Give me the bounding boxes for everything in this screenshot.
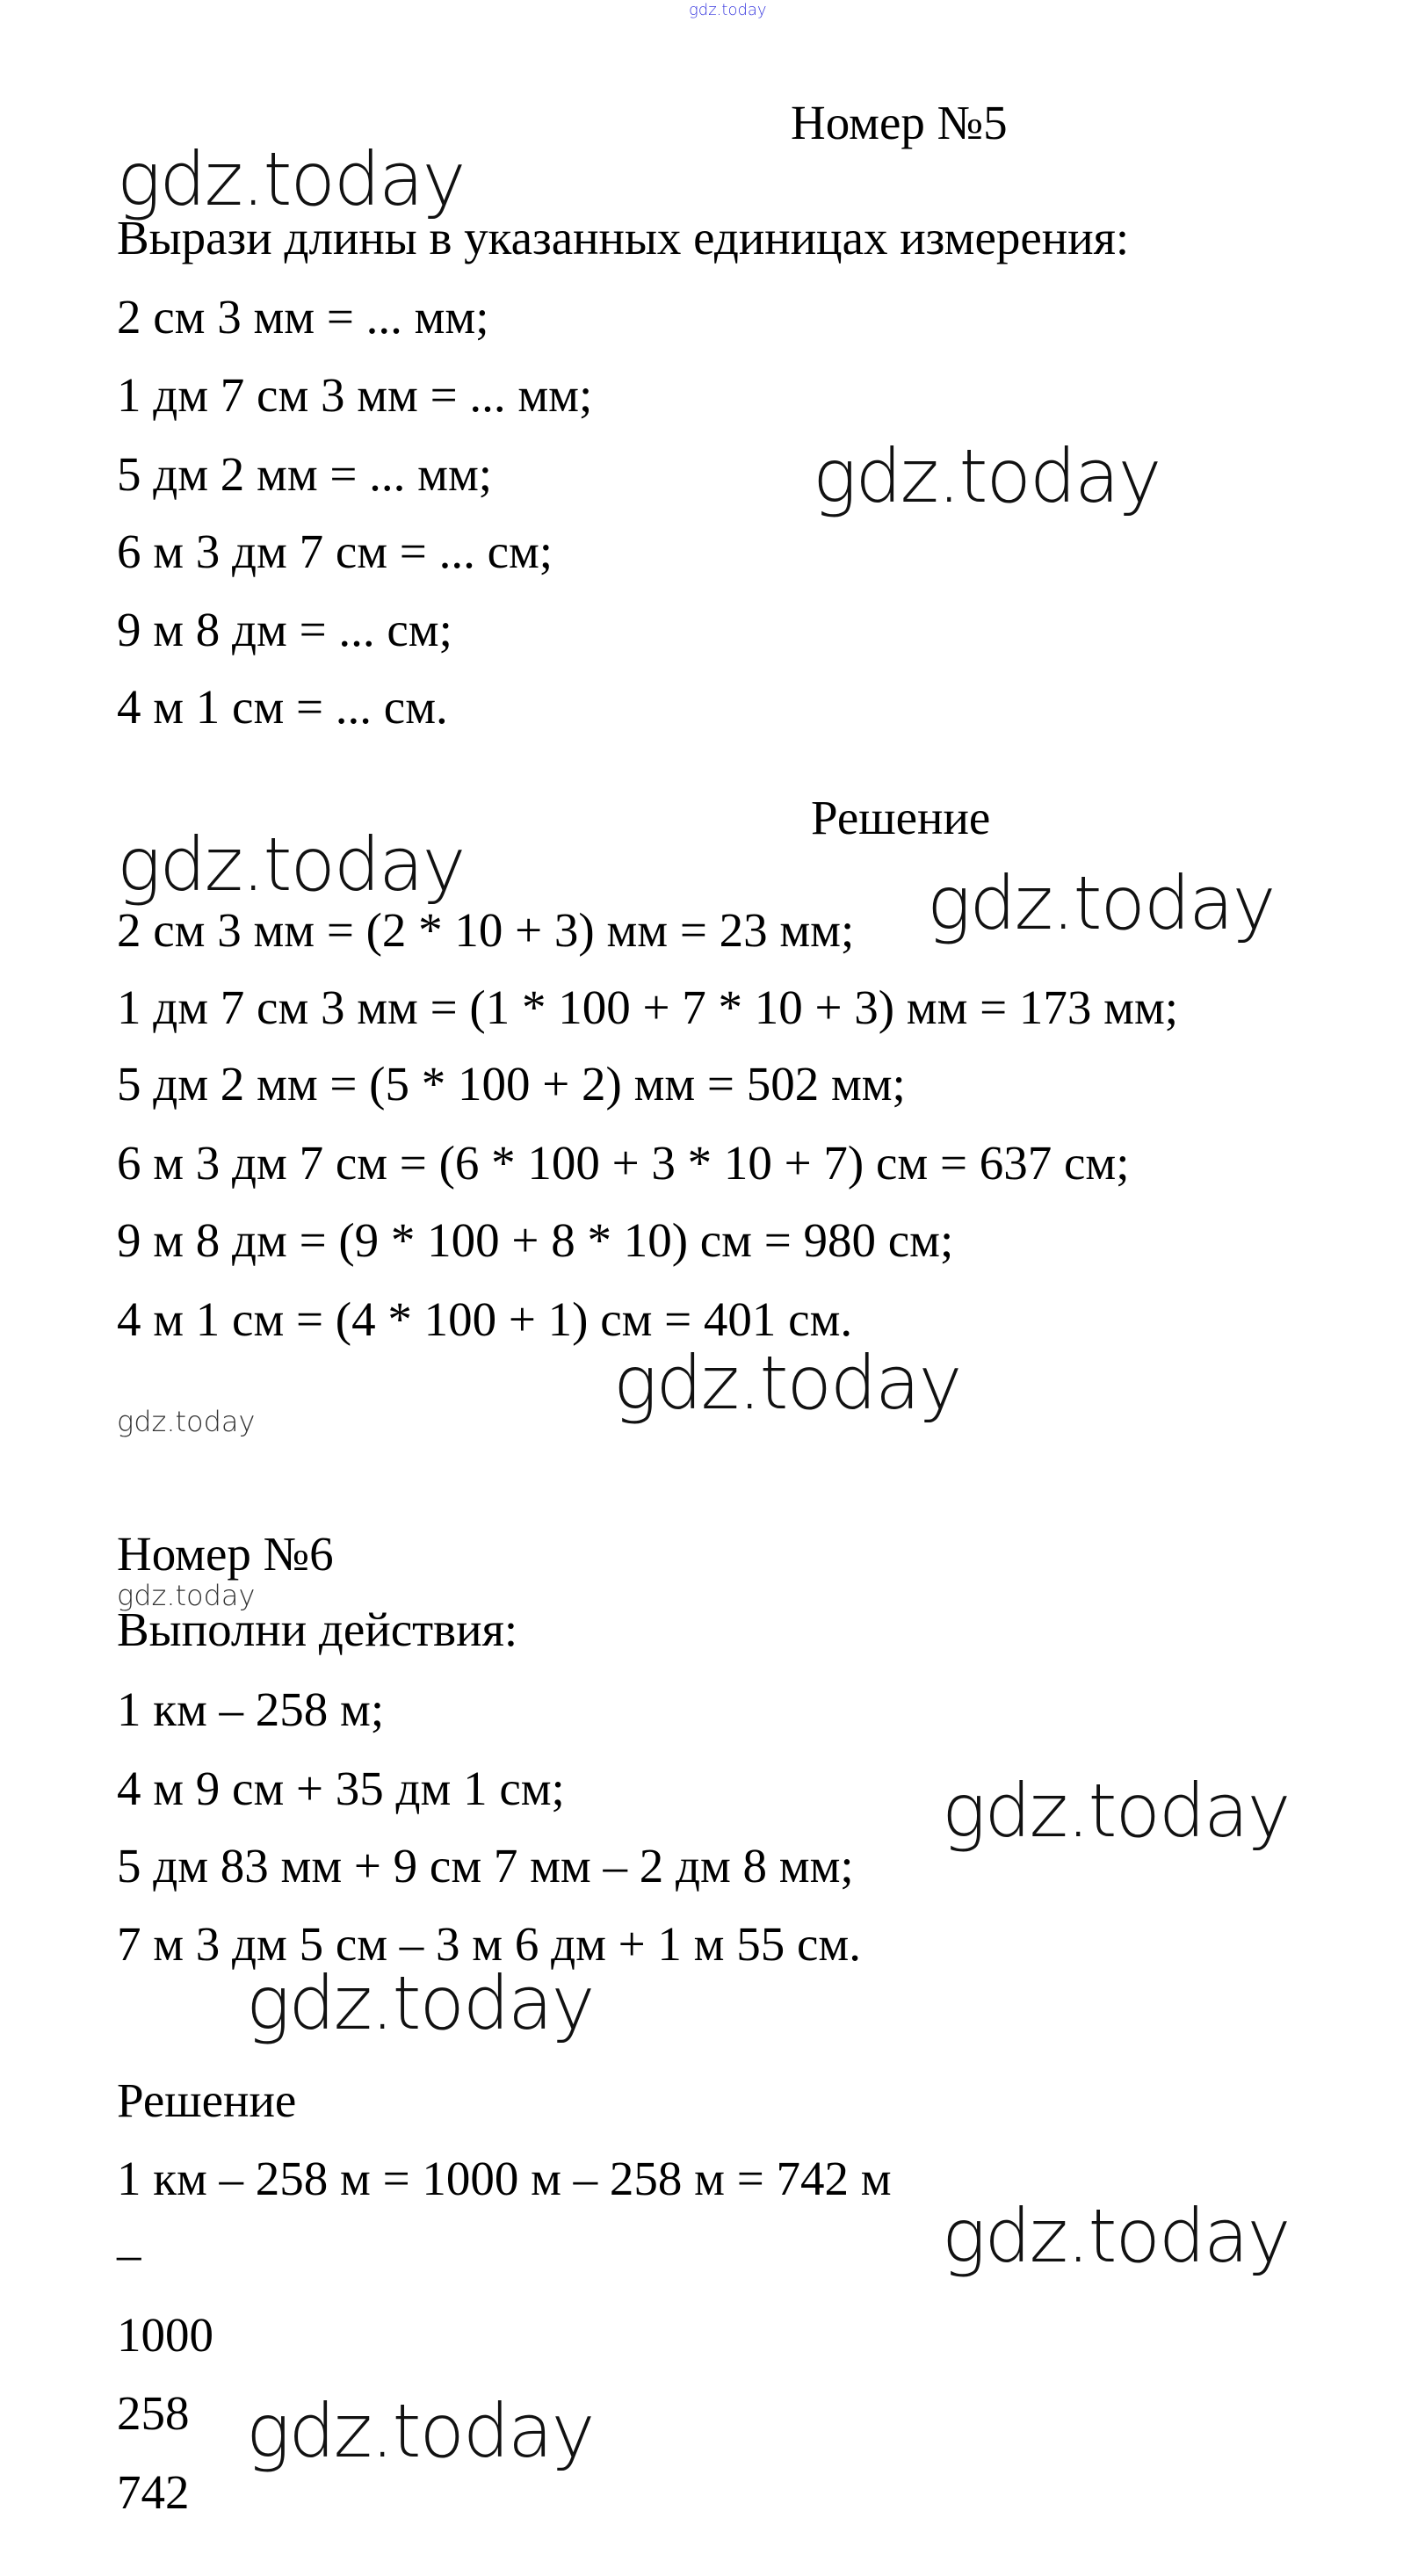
- task5-item: 2 см 3 мм = ... мм;: [117, 290, 489, 344]
- watermark: gdz.today: [942, 2193, 1290, 2279]
- watermark: gdz.today: [813, 433, 1161, 519]
- task5-item: 4 м 1 см = ... см.: [117, 680, 448, 734]
- task5-item: 1 дм 7 см 3 мм = ... мм;: [117, 368, 593, 422]
- task5-solution-title: Решение: [811, 791, 991, 844]
- task5-item: 6 м 3 дм 7 см = ... см;: [117, 525, 553, 578]
- task5-solution: 4 м 1 см = (4 * 100 + 1) см = 401 см.: [117, 1292, 853, 1346]
- watermark-small: gdz.today: [117, 1579, 256, 1612]
- task5-item: 9 м 8 дм = ... см;: [117, 603, 452, 656]
- watermark: gdz.today: [117, 136, 465, 222]
- watermark-small: gdz.today: [117, 1405, 256, 1438]
- task6-solution-title: Решение: [117, 2073, 297, 2127]
- task6-prompt: Выполни действия:: [117, 1603, 518, 1656]
- task5-prompt: Вырази длины в указанных единицах измерения:: [117, 211, 1130, 264]
- watermark: gdz.today: [942, 1768, 1290, 1854]
- task5-solution: 1 дм 7 см 3 мм = (1 * 100 + 7 * 10 + 3) мм = 173 мм;: [117, 980, 1179, 1034]
- task6-item: 7 м 3 дм 5 см – 3 м 6 дм + 1 м 55 см.: [117, 1917, 861, 1971]
- task5-item: 5 дм 2 мм = ... мм;: [117, 447, 493, 501]
- task5-solution: 6 м 3 дм 7 см = (6 * 100 + 3 * 10 + 7) см = 637 см;: [117, 1136, 1130, 1190]
- task6-solution: 1 км – 258 м = 1000 м – 258 м = 742 м: [117, 2152, 892, 2205]
- task6-item: 5 дм 83 мм + 9 см 7 мм – 2 дм 8 мм;: [117, 1839, 854, 1892]
- column-result: 742: [117, 2465, 190, 2519]
- column-subtrahend: 258: [117, 2386, 190, 2440]
- task6-item: 1 км – 258 м;: [117, 1682, 385, 1736]
- watermark: gdz.today: [927, 860, 1275, 946]
- watermark: gdz.today: [246, 1960, 594, 2046]
- column-minus-sign: –: [117, 2227, 141, 2281]
- watermark: gdz.today: [246, 2388, 594, 2474]
- task6-title: Номер №6: [117, 1527, 334, 1581]
- task5-solution: 2 см 3 мм = (2 * 10 + 3) мм = 23 мм;: [117, 903, 855, 957]
- watermark: gdz.today: [613, 1340, 961, 1426]
- task5-solution: 9 м 8 дм = (9 * 100 + 8 * 10) см = 980 см;: [117, 1213, 954, 1267]
- task5-title: Номер №5: [791, 96, 1008, 149]
- task6-item: 4 м 9 см + 35 дм 1 см;: [117, 1762, 565, 1815]
- top-watermark: gdz.today: [689, 1, 767, 19]
- column-minuend: 1000: [117, 2308, 213, 2362]
- task5-solution: 5 дм 2 мм = (5 * 100 + 2) мм = 502 мм;: [117, 1057, 906, 1111]
- watermark: gdz.today: [117, 821, 465, 908]
